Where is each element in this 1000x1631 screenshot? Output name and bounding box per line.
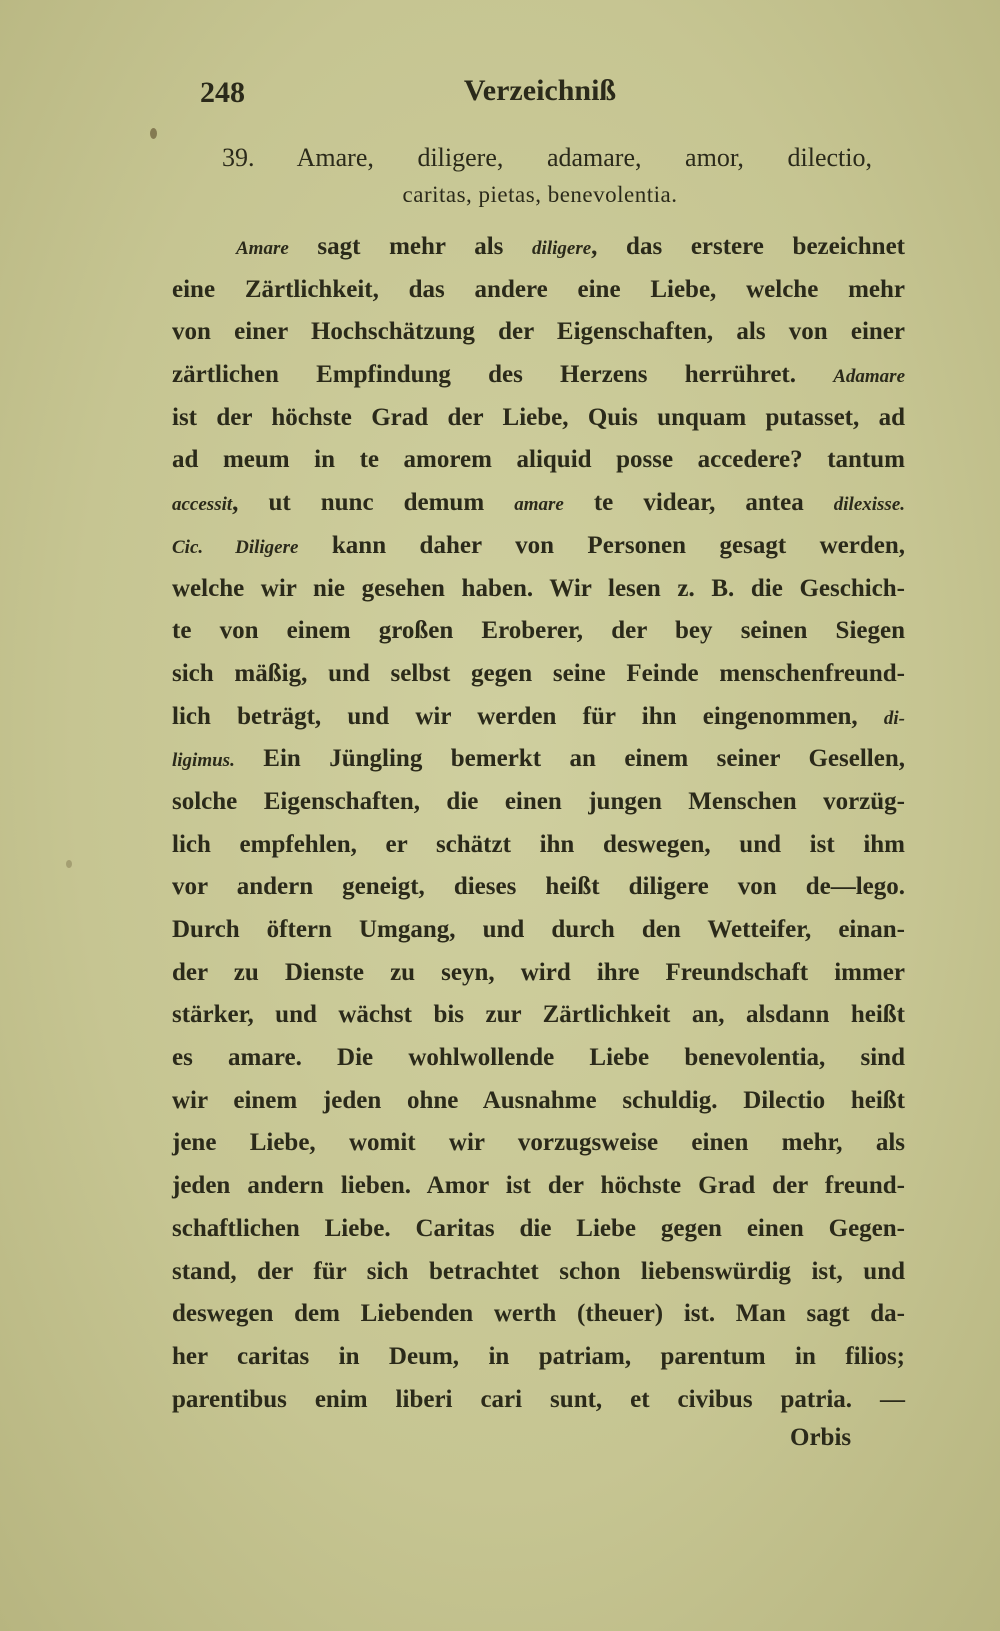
text-line [172,1165,905,1208]
text-line [172,269,905,312]
text-line [172,311,905,354]
text-segment: der zu Dienste zu seyn, wird ihre Freundschaft immer [172,958,905,986]
page-number: 248 [200,76,245,109]
text-line [172,1293,905,1336]
text-segment: jeden andern lieben. Amor ist der höchste Grad der freund- [172,1172,905,1200]
entry-heading-line-2: caritas, pietas, benevolentia. [402,182,678,207]
italic-latin-term: Amare [236,238,289,259]
text-line [172,1208,905,1251]
text-line [172,824,905,867]
text-segment: jene Liebe, womit wir vorzugsweise einen mehr, als [172,1129,905,1157]
text-segment: parentibus enim liberi cari sunt, et civibus patria. — [172,1385,905,1413]
text-line [172,952,905,995]
text-segment: te videar, antea [563,489,834,517]
text-segment: Durch öftern Umgang, und durch den Wetteifer, einan- [172,916,905,943]
catchword: Orbis [790,1424,852,1451]
text-line [172,525,905,568]
text-line [172,653,905,696]
text-segment: stand, der für sich betrachtet schon liebenswürdig ist, und [172,1257,905,1285]
text-segment: von einer Hochschätzung der Eigenschaften, als von einer [172,318,905,346]
text-segment: solche Eigenschaften, die einen jungen Menschen vorzüg- [172,787,905,815]
text-segment: te von einem großen Eroberer, der bey seinen Siegen [172,617,905,645]
italic-latin-term: accessit [172,494,233,516]
text-segment: Ein Jüngling bemerkt an einem seiner Gesellen, [234,745,905,773]
text-segment: es amare. Die wohlwollende Liebe benevolentia, sind [172,1044,905,1072]
text-line [172,866,905,909]
text-line [172,738,905,781]
text-segment: , das erstere bezeichnet [591,233,906,260]
text-segment: sagt mehr als [288,233,533,260]
text-segment: lich empfehlen, er schätzt ihn deswegen, und ist ihm [172,830,905,858]
text-line [172,1379,905,1422]
text-line [172,696,905,739]
text-segment: lich beträgt, und wir werden für ihn eingenommen, [172,702,884,730]
italic-latin-term: Adamare [833,366,905,388]
text-segment: ad meum in te amorem aliquid posse accedere? tantum [172,446,905,474]
italic-latin-term: amare [514,494,564,516]
text-line [172,610,905,653]
text-line [172,397,905,440]
text-line [172,354,905,397]
text-line [172,1080,905,1123]
text-segment: ist der höchste Grad der Liebe, Quis unquam putasset, ad [172,403,905,431]
italic-latin-term: Cic. Diligere [172,536,299,558]
italic-latin-term: di- [883,707,905,729]
text-line [172,1122,905,1165]
text-line [172,439,905,482]
text-segment: her caritas in Deum, in patriam, parentum in filios; [172,1342,905,1370]
text-line [172,1037,905,1080]
entry-heading-line-1: 39. Amare, diligere, adamare, amor, dilectio, [222,143,872,172]
entry-body-text [172,226,905,1421]
text-line [172,781,905,824]
text-line [172,909,905,952]
running-title: Verzeichniß [463,74,617,107]
text-segment: eine Zärtlichkeit, das andere eine Liebe, welche mehr [172,275,905,303]
text-line [172,1251,905,1294]
text-segment: schaftlichen Liebe. Caritas die Liebe gegen einen Gegen- [172,1214,905,1242]
text-segment: sich mäßig, und selbst gegen seine Feinde menschenfreund- [172,659,905,687]
italic-latin-term: ligimus. [172,750,235,772]
text-segment: , ut nunc demum [232,489,515,517]
text-segment: stärker, und wächst bis zur Zärtlichkeit an, alsdann heißt [172,1001,905,1029]
text-segment: kann daher von Personen gesagt werden, [298,531,906,559]
ink-stain [66,860,72,868]
text-line [172,994,905,1037]
text-segment: deswegen dem Liebenden werth (theuer) ist. Man sagt da- [172,1300,905,1328]
text-line [172,226,905,269]
text-segment: zärtlichen Empfindung des Herzens herrühret. [172,361,834,389]
text-segment: welche wir nie gesehen haben. Wir lesen z. B. die Geschich- [172,574,905,602]
ink-stain [150,128,157,139]
text-segment: vor andern geneigt, dieses heißt diligere von de—lego. [172,873,905,901]
italic-latin-term: diligere [532,238,592,259]
text-line [172,1336,905,1379]
italic-latin-term: dilexisse. [833,494,906,516]
text-line [172,568,905,611]
text-segment: wir einem jeden ohne Ausnahme schuldig. Dilectio heißt [172,1086,905,1114]
text-line [172,482,905,525]
